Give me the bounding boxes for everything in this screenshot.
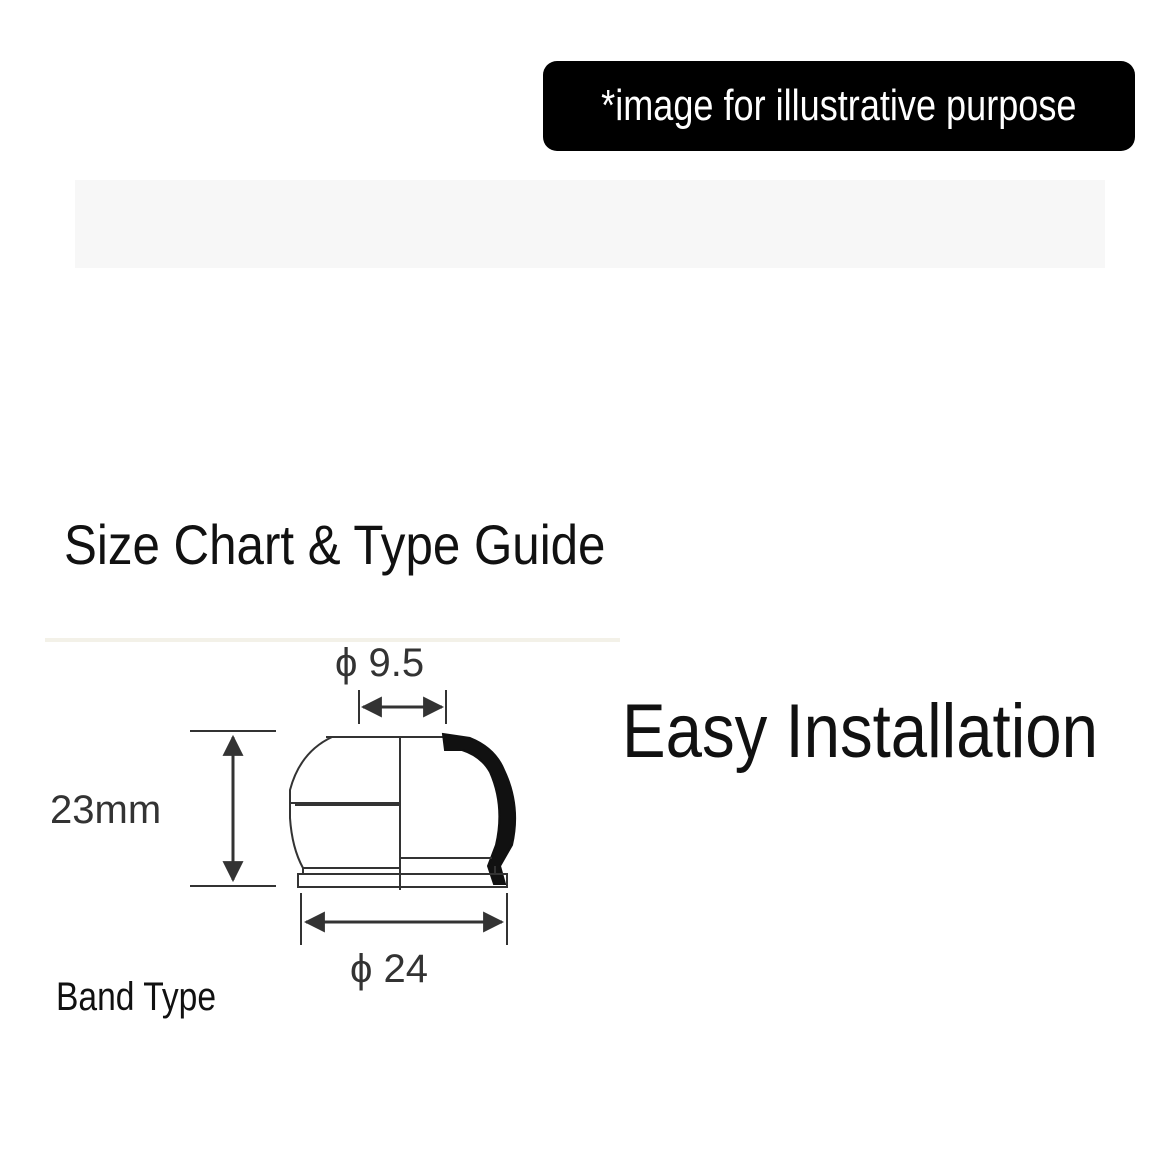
type-label: Band Type bbox=[56, 975, 217, 1019]
page-title: Size Chart & Type Guide bbox=[64, 513, 606, 576]
boot-band bbox=[298, 866, 507, 887]
top-diameter-label: ϕ 9.5 bbox=[335, 641, 425, 685]
disclaimer-text: *image for illustrative purpose bbox=[601, 81, 1077, 130]
feature-heading: Easy Installation bbox=[622, 689, 1098, 774]
boot-left-half bbox=[290, 737, 445, 890]
height-label: 23mm bbox=[50, 788, 162, 832]
bottom-diameter-label: ϕ 24 bbox=[350, 947, 429, 991]
boot-right-half bbox=[400, 734, 515, 884]
